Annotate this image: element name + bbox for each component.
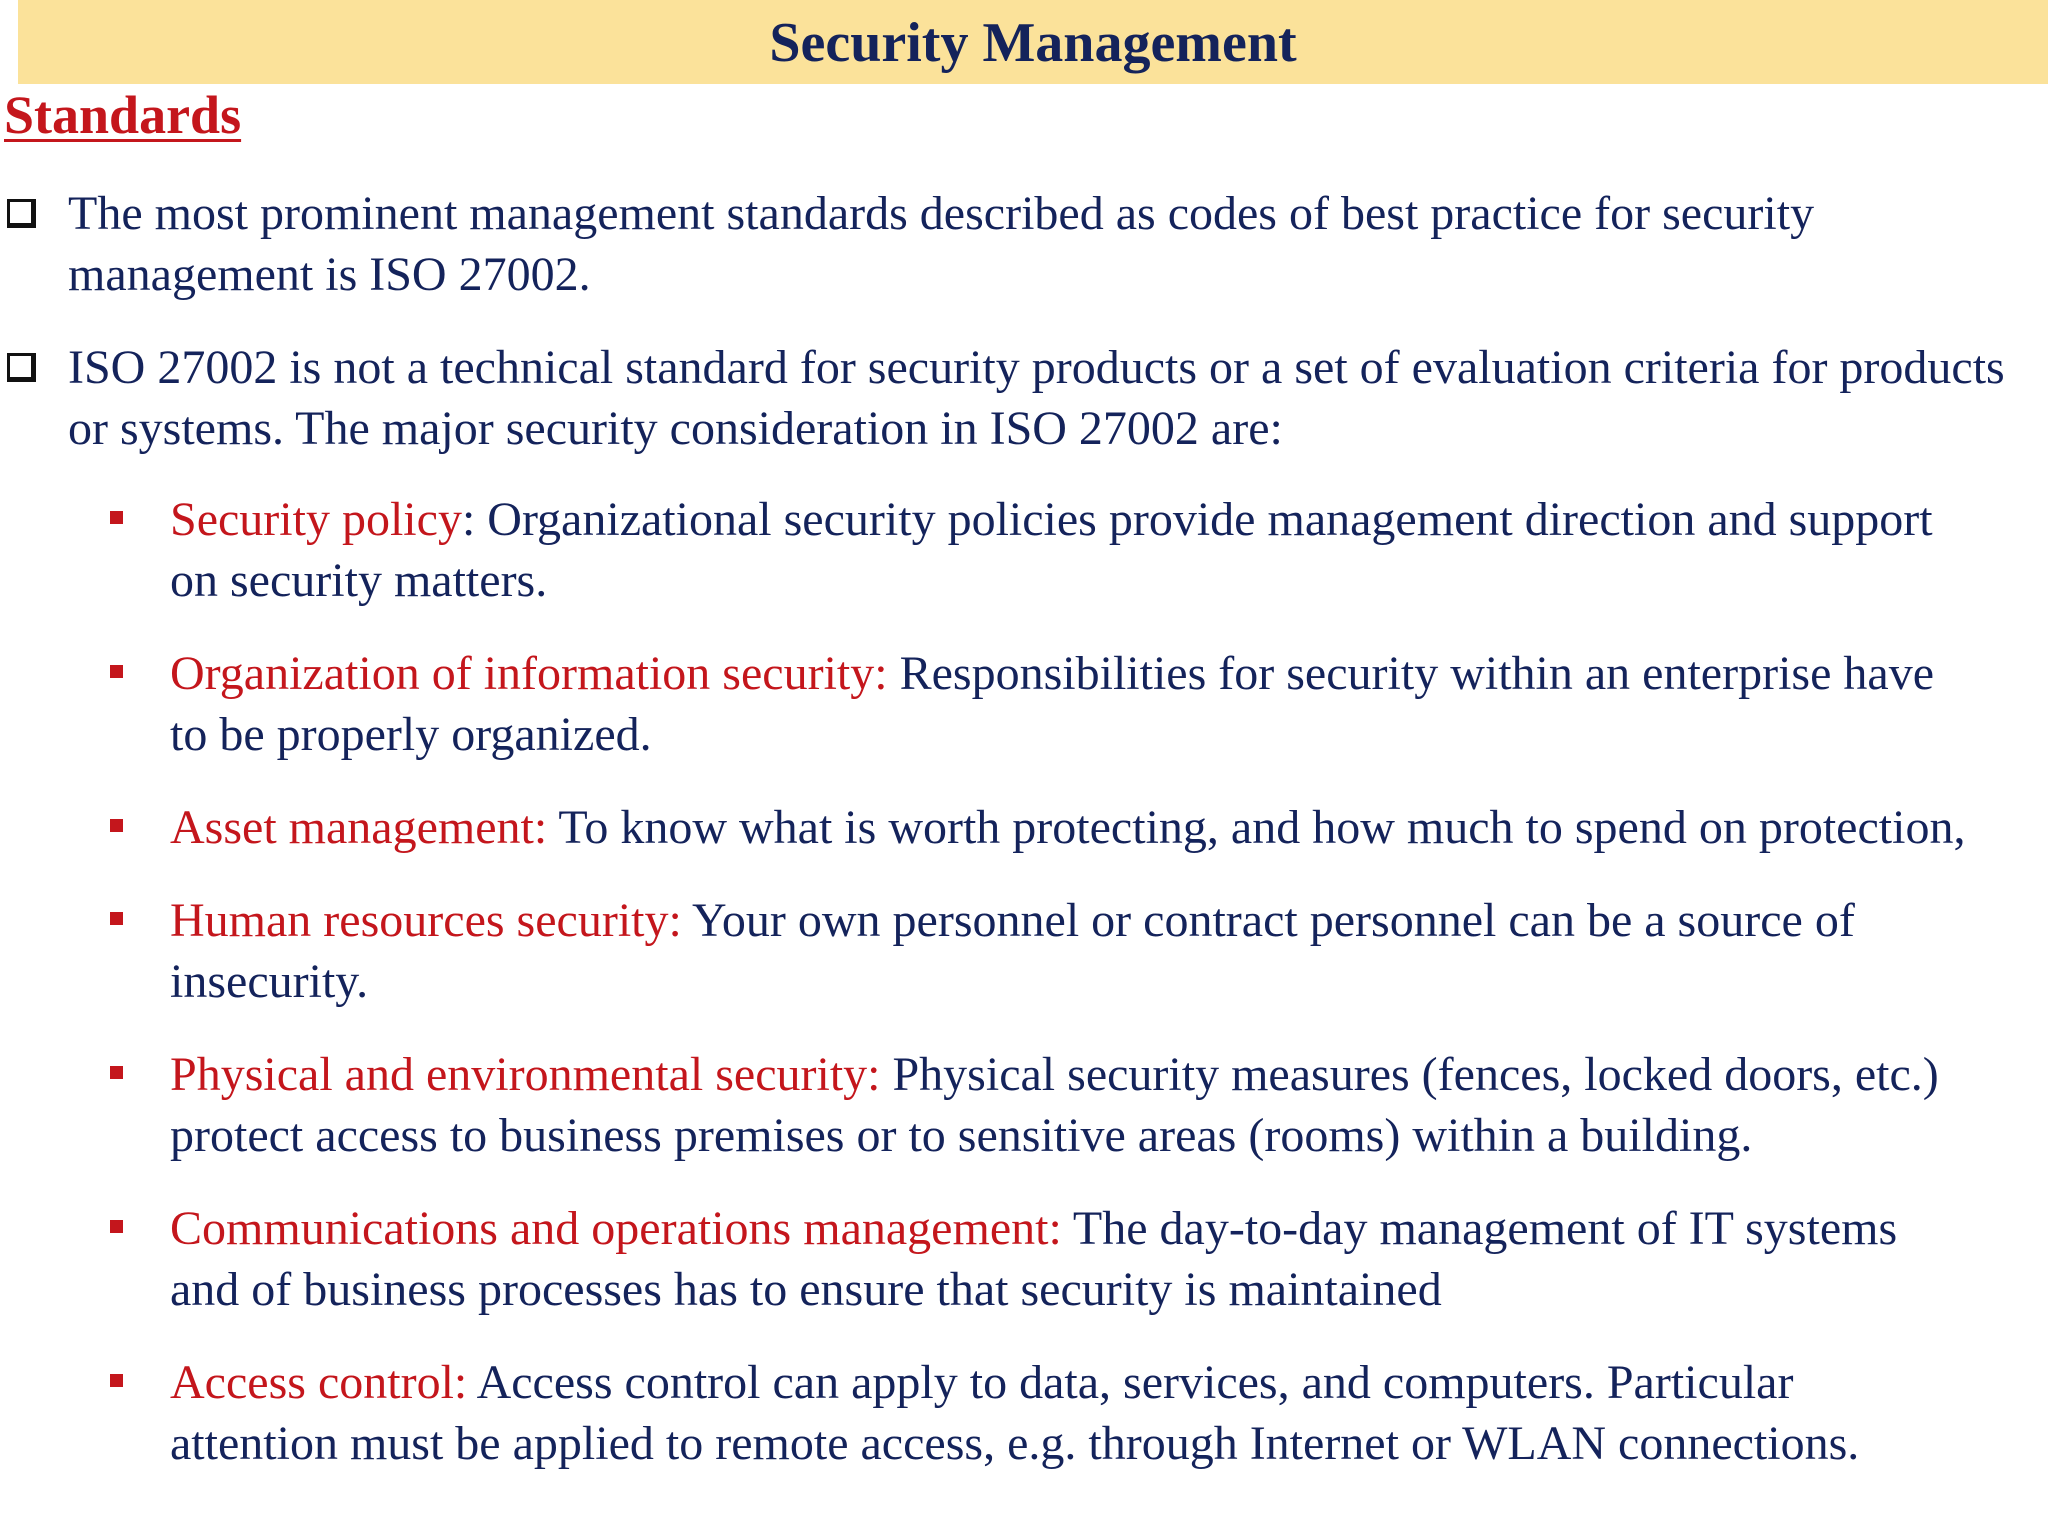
main-bullet-text: The most prominent management standards described as codes of best practice for security management is ISO 27002. (68, 187, 1815, 301)
main-bullet-list (0, 183, 2040, 491)
consideration-item (0, 1044, 1970, 1166)
square-bullet-icon (110, 819, 123, 832)
consideration-list (0, 489, 2040, 1506)
consideration-term: Communications and operations management: (170, 1202, 1062, 1255)
consideration-term: Human resources security: (170, 894, 682, 947)
consideration-item (0, 643, 1970, 765)
checkbox-bullet-icon (7, 199, 36, 228)
consideration-term: Security policy (170, 493, 462, 546)
checkbox-bullet-icon (7, 353, 36, 382)
consideration-item (0, 489, 1970, 611)
consideration-description: To know what is worth protecting, and how much to spend on protection, (547, 801, 1966, 854)
square-bullet-icon (110, 511, 123, 524)
consideration-term: Asset management: (170, 801, 548, 854)
consideration-term: Organization of information security: (170, 647, 888, 700)
consideration-item (0, 1198, 1970, 1320)
consideration-description: The day-to-day management of IT systems and of business processes has to ensure that security is maintained (170, 1202, 1898, 1316)
main-bullet (0, 183, 2040, 305)
consideration-description: : Organizational security policies provide management direction and support on security matters. (170, 493, 1933, 607)
consideration-item (0, 797, 1970, 858)
square-bullet-icon (110, 1374, 123, 1387)
title-bar (18, 0, 2048, 84)
consideration-description: Access control can apply to data, services, and computers. Particular attention must be applied to remote access, e.g. through Internet or WLAN connections. (170, 1356, 1860, 1470)
section-heading: Standards (4, 85, 242, 145)
square-bullet-icon (110, 665, 123, 678)
consideration-item (0, 1352, 1970, 1474)
consideration-description: Responsibilities for security within an enterprise have to be properly organized. (170, 647, 1935, 761)
consideration-term: Physical and environmental security: (170, 1048, 881, 1101)
square-bullet-icon (110, 912, 123, 925)
page-title: Security Management (769, 12, 1297, 74)
square-bullet-icon (110, 1220, 123, 1233)
consideration-item (0, 890, 1970, 1012)
consideration-description: Your own personnel or contract personnel can be a source of insecurity. (170, 894, 1855, 1008)
main-bullet-text: ISO 27002 is not a technical standard for security products or a set of evaluation criteria for products or systems. The major security consideration in ISO 27002 are: (68, 341, 2005, 455)
consideration-term: Access control: (170, 1356, 468, 1409)
square-bullet-icon (110, 1066, 123, 1079)
consideration-description: Physical security measures (fences, locked doors, etc.) protect access to business premises or to sensitive areas (rooms) within a building. (170, 1048, 1939, 1162)
main-bullet (0, 337, 2040, 459)
